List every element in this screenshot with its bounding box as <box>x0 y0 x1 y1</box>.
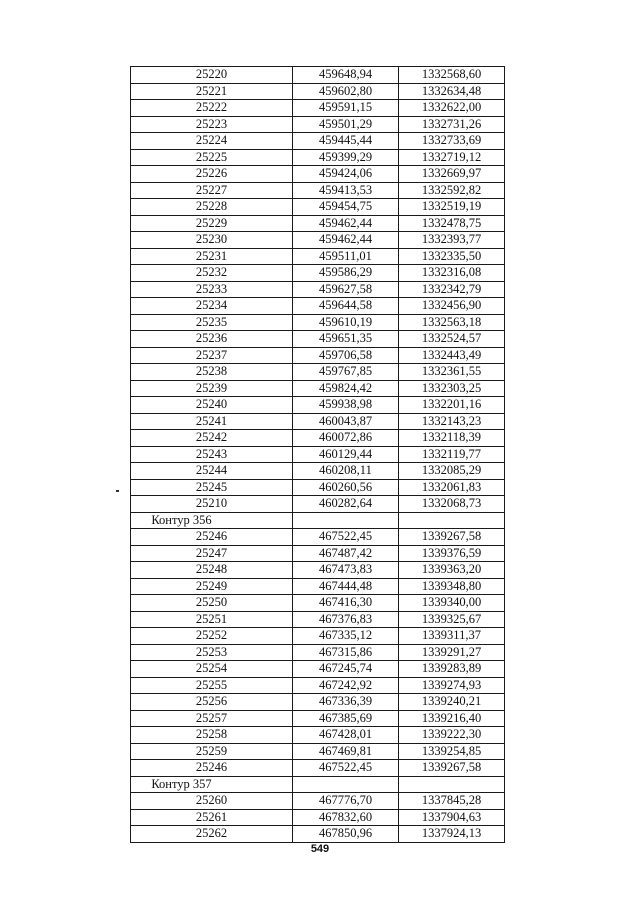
point-id-cell: 25255 <box>131 677 293 694</box>
table-row <box>131 694 505 711</box>
point-id-cell: 25250 <box>131 595 293 612</box>
x-coordinate-cell: 467315,86 <box>293 644 399 661</box>
table-row <box>131 727 505 744</box>
x-coordinate-cell: 467335,12 <box>293 628 399 645</box>
x-coordinate-cell: 467473,83 <box>293 562 399 579</box>
table-row <box>131 265 505 282</box>
y-coordinate-cell: 1339291,27 <box>399 644 505 661</box>
point-id-cell: 25244 <box>131 463 293 480</box>
y-coordinate-cell: 1339283,89 <box>399 661 505 678</box>
y-coordinate-cell: 1339363,20 <box>399 562 505 579</box>
table-row <box>131 83 505 100</box>
y-coordinate-cell: 1332061,83 <box>399 479 505 496</box>
point-id-cell: 25232 <box>131 265 293 282</box>
table-row <box>131 281 505 298</box>
y-coordinate-cell: 1332316,08 <box>399 265 505 282</box>
point-id-cell: 25228 <box>131 199 293 216</box>
stray-mark <box>116 490 119 492</box>
y-coordinate-cell: 1339348,80 <box>399 578 505 595</box>
x-coordinate-cell: 459627,58 <box>293 281 399 298</box>
point-id-cell: 25248 <box>131 562 293 579</box>
y-coordinate-cell: 1339325,67 <box>399 611 505 628</box>
y-coordinate-cell: 1332719,12 <box>399 149 505 166</box>
table-row <box>131 166 505 183</box>
y-coordinate-cell: 1332592,82 <box>399 182 505 199</box>
table-row <box>131 628 505 645</box>
x-coordinate-cell: 467469,81 <box>293 743 399 760</box>
point-id-cell: 25238 <box>131 364 293 381</box>
x-coordinate-cell: 459462,44 <box>293 232 399 249</box>
point-id-cell: 25251 <box>131 611 293 628</box>
table-row <box>131 364 505 381</box>
table-row <box>131 397 505 414</box>
y-coordinate-cell: 1339222,30 <box>399 727 505 744</box>
x-coordinate-cell: 459501,29 <box>293 116 399 133</box>
y-coordinate-cell: 1332731,26 <box>399 116 505 133</box>
point-id-cell: 25221 <box>131 83 293 100</box>
y-coordinate-cell: 1332563,18 <box>399 314 505 331</box>
point-id-cell: 25223 <box>131 116 293 133</box>
empty-cell <box>399 776 505 793</box>
y-coordinate-cell: 1332634,48 <box>399 83 505 100</box>
point-id-cell: 25252 <box>131 628 293 645</box>
x-coordinate-cell: 459424,06 <box>293 166 399 183</box>
point-id-cell: 25225 <box>131 149 293 166</box>
x-coordinate-cell: 459706,58 <box>293 347 399 364</box>
table-row <box>131 743 505 760</box>
point-id-cell: 25229 <box>131 215 293 232</box>
table-row <box>131 413 505 430</box>
point-id-cell: 25226 <box>131 166 293 183</box>
y-coordinate-cell: 1337845,28 <box>399 793 505 810</box>
y-coordinate-cell: 1332568,60 <box>399 67 505 84</box>
table-row <box>131 809 505 826</box>
point-id-cell: 25254 <box>131 661 293 678</box>
y-coordinate-cell: 1332622,00 <box>399 100 505 117</box>
table-row <box>131 314 505 331</box>
table-row <box>131 661 505 678</box>
x-coordinate-cell: 459648,94 <box>293 67 399 84</box>
point-id-cell: 25233 <box>131 281 293 298</box>
point-id-cell: 25236 <box>131 331 293 348</box>
table-row <box>131 380 505 397</box>
x-coordinate-cell: 459511,01 <box>293 248 399 265</box>
y-coordinate-cell: 1332342,79 <box>399 281 505 298</box>
y-coordinate-cell: 1332335,50 <box>399 248 505 265</box>
y-coordinate-cell: 1332303,25 <box>399 380 505 397</box>
coordinates-table-body <box>131 67 505 843</box>
point-id-cell: 25231 <box>131 248 293 265</box>
y-coordinate-cell: 1339267,58 <box>399 529 505 546</box>
y-coordinate-cell: 1332456,90 <box>399 298 505 315</box>
point-id-cell: 25258 <box>131 727 293 744</box>
table-row <box>131 562 505 579</box>
x-coordinate-cell: 467336,39 <box>293 694 399 711</box>
x-coordinate-cell: 459413,53 <box>293 182 399 199</box>
point-id-cell: 25235 <box>131 314 293 331</box>
table-row <box>131 644 505 661</box>
y-coordinate-cell: 1339274,93 <box>399 677 505 694</box>
empty-cell <box>293 512 399 529</box>
table-row <box>131 430 505 447</box>
x-coordinate-cell: 459445,44 <box>293 133 399 150</box>
point-id-cell: 25239 <box>131 380 293 397</box>
empty-cell <box>293 776 399 793</box>
point-id-cell: 25262 <box>131 826 293 843</box>
y-coordinate-cell: 1339254,85 <box>399 743 505 760</box>
table-row <box>131 479 505 496</box>
x-coordinate-cell: 459938,98 <box>293 397 399 414</box>
y-coordinate-cell: 1332201,16 <box>399 397 505 414</box>
table-row <box>131 677 505 694</box>
contour-header-row <box>131 512 505 529</box>
table-row <box>131 199 505 216</box>
y-coordinate-cell: 1339340,00 <box>399 595 505 612</box>
point-id-cell: 25222 <box>131 100 293 117</box>
table-row <box>131 248 505 265</box>
point-id-cell: 25259 <box>131 743 293 760</box>
x-coordinate-cell: 459454,75 <box>293 199 399 216</box>
x-coordinate-cell: 459610,19 <box>293 314 399 331</box>
point-id-cell: 25246 <box>131 529 293 546</box>
table-row <box>131 545 505 562</box>
point-id-cell: 25237 <box>131 347 293 364</box>
x-coordinate-cell: 459824,42 <box>293 380 399 397</box>
y-coordinate-cell: 1332733,69 <box>399 133 505 150</box>
point-id-cell: 25224 <box>131 133 293 150</box>
x-coordinate-cell: 467850,96 <box>293 826 399 843</box>
y-coordinate-cell: 1332519,19 <box>399 199 505 216</box>
point-id-cell: 25246 <box>131 760 293 777</box>
point-id-cell: 25249 <box>131 578 293 595</box>
point-id-cell: 25230 <box>131 232 293 249</box>
table-row <box>131 463 505 480</box>
y-coordinate-cell: 1332669,97 <box>399 166 505 183</box>
x-coordinate-cell: 467416,30 <box>293 595 399 612</box>
x-coordinate-cell: 460043,87 <box>293 413 399 430</box>
table-row <box>131 215 505 232</box>
table-row <box>131 826 505 843</box>
table-row <box>131 67 505 84</box>
coordinates-table <box>130 66 505 843</box>
table-row <box>131 298 505 315</box>
point-id-cell: 25210 <box>131 496 293 513</box>
x-coordinate-cell: 460072,86 <box>293 430 399 447</box>
point-id-cell: 25253 <box>131 644 293 661</box>
x-coordinate-cell: 467776,70 <box>293 793 399 810</box>
y-coordinate-cell: 1332524,57 <box>399 331 505 348</box>
x-coordinate-cell: 460129,44 <box>293 446 399 463</box>
y-coordinate-cell: 1332119,77 <box>399 446 505 463</box>
y-coordinate-cell: 1339376,59 <box>399 545 505 562</box>
x-coordinate-cell: 460260,56 <box>293 479 399 496</box>
y-coordinate-cell: 1332443,49 <box>399 347 505 364</box>
x-coordinate-cell: 467376,83 <box>293 611 399 628</box>
x-coordinate-cell: 467522,45 <box>293 529 399 546</box>
table-row <box>131 760 505 777</box>
x-coordinate-cell: 459462,44 <box>293 215 399 232</box>
y-coordinate-cell: 1339267,58 <box>399 760 505 777</box>
x-coordinate-cell: 467444,48 <box>293 578 399 595</box>
y-coordinate-cell: 1337904,63 <box>399 809 505 826</box>
table-row <box>131 116 505 133</box>
y-coordinate-cell: 1332478,75 <box>399 215 505 232</box>
table-row <box>131 595 505 612</box>
table-row <box>131 182 505 199</box>
point-id-cell: 25257 <box>131 710 293 727</box>
x-coordinate-cell: 459602,80 <box>293 83 399 100</box>
point-id-cell: 25243 <box>131 446 293 463</box>
x-coordinate-cell: 460282,64 <box>293 496 399 513</box>
y-coordinate-cell: 1332085,29 <box>399 463 505 480</box>
contour-label: Контур 356 <box>131 512 293 529</box>
table-row <box>131 133 505 150</box>
x-coordinate-cell: 459644,58 <box>293 298 399 315</box>
table-row <box>131 446 505 463</box>
x-coordinate-cell: 467385,69 <box>293 710 399 727</box>
table-row <box>131 529 505 546</box>
table-row <box>131 331 505 348</box>
empty-cell <box>399 512 505 529</box>
contour-header-row <box>131 776 505 793</box>
point-id-cell: 25242 <box>131 430 293 447</box>
y-coordinate-cell: 1332143,23 <box>399 413 505 430</box>
x-coordinate-cell: 467428,01 <box>293 727 399 744</box>
table-row <box>131 100 505 117</box>
table-row <box>131 347 505 364</box>
y-coordinate-cell: 1332393,77 <box>399 232 505 249</box>
x-coordinate-cell: 467242,92 <box>293 677 399 694</box>
y-coordinate-cell: 1332361,55 <box>399 364 505 381</box>
point-id-cell: 25241 <box>131 413 293 430</box>
x-coordinate-cell: 467522,45 <box>293 760 399 777</box>
table-row <box>131 578 505 595</box>
x-coordinate-cell: 467487,42 <box>293 545 399 562</box>
x-coordinate-cell: 459767,85 <box>293 364 399 381</box>
x-coordinate-cell: 467245,74 <box>293 661 399 678</box>
point-id-cell: 25245 <box>131 479 293 496</box>
point-id-cell: 25240 <box>131 397 293 414</box>
x-coordinate-cell: 459586,29 <box>293 265 399 282</box>
point-id-cell: 25247 <box>131 545 293 562</box>
y-coordinate-cell: 1332068,73 <box>399 496 505 513</box>
point-id-cell: 25227 <box>131 182 293 199</box>
y-coordinate-cell: 1339311,37 <box>399 628 505 645</box>
page-number: 549 <box>310 843 330 855</box>
table-row <box>131 710 505 727</box>
table-row <box>131 232 505 249</box>
contour-label: Контур 357 <box>131 776 293 793</box>
point-id-cell: 25220 <box>131 67 293 84</box>
x-coordinate-cell: 467832,60 <box>293 809 399 826</box>
table-row <box>131 611 505 628</box>
y-coordinate-cell: 1337924,13 <box>399 826 505 843</box>
x-coordinate-cell: 460208,11 <box>293 463 399 480</box>
table-row <box>131 496 505 513</box>
point-id-cell: 25234 <box>131 298 293 315</box>
y-coordinate-cell: 1339240,21 <box>399 694 505 711</box>
y-coordinate-cell: 1332118,39 <box>399 430 505 447</box>
point-id-cell: 25260 <box>131 793 293 810</box>
x-coordinate-cell: 459591,15 <box>293 100 399 117</box>
table-row <box>131 793 505 810</box>
y-coordinate-cell: 1339216,40 <box>399 710 505 727</box>
x-coordinate-cell: 459399,29 <box>293 149 399 166</box>
x-coordinate-cell: 459651,35 <box>293 331 399 348</box>
point-id-cell: 25261 <box>131 809 293 826</box>
point-id-cell: 25256 <box>131 694 293 711</box>
table-row <box>131 149 505 166</box>
